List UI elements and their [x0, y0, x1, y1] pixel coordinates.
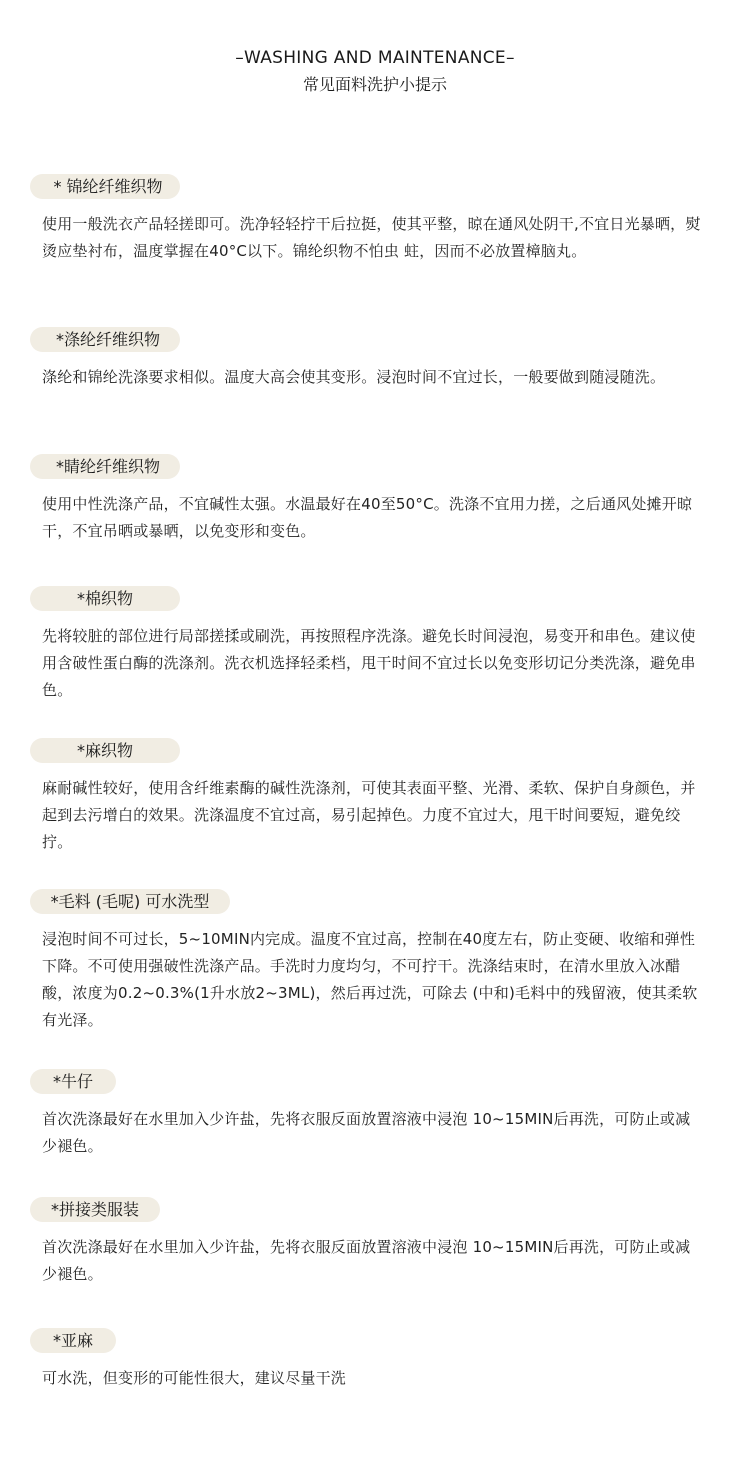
- page-title-cn: 常见面料洗护小提示: [302, 75, 447, 94]
- section-title: *亚麻: [30, 1328, 116, 1353]
- section-title: *睛纶纤维织物: [30, 454, 180, 479]
- section-text: 涤纶和锦纶洗涤要求相似。温度大高会使其变形。浸泡时间不宜过长，一般要做到随浸随洗。: [42, 368, 666, 386]
- section-text: 可水洗，但变形的可能性很大，建议尽量干洗: [42, 1369, 347, 1387]
- section-title: * 锦纶纤维织物: [30, 174, 180, 199]
- care-section-linen: [30, 1328, 710, 1392]
- section-title: *涤纶纤维织物: [30, 327, 180, 352]
- section-title: *棉织物: [30, 586, 180, 611]
- care-section-patchwork: [30, 1197, 710, 1288]
- section-title: *拼接类服装: [30, 1197, 160, 1222]
- section-text: 首次洗涤最好在水里加入少许盐，先将衣服反面放置溶液中浸泡 10~15MIN后再洗，可防止或减少褪色。: [42, 1110, 691, 1155]
- section-text: 麻耐碱性较好，使用含纤维素酶的碱性洗涤剂，可使其表面平整、光滑、柔软、保护自身颜色，并起到去污增白的效果。洗涤温度不宜过高，易引起掉色。力度不宜过大，甩干时间要短，避免绞拧。: [42, 779, 696, 851]
- care-section-nylon: [30, 174, 710, 265]
- section-text: 浸泡时间不可过长，5~10MIN内完成。温度不宜过高，控制在40度左右，防止变硬、收缩和弹性下降。不可使用强破性洗涤产品。手洗时力度均匀，不可拧干。洗涤结束时，在清水里放入冰醋酸，浓度为0.2~0.3%(1升水放2~3ML)，然后再过洗，可除去 (中和)毛料中的残留液，使其柔软有光泽。: [42, 930, 698, 1029]
- care-section-wool: [30, 889, 710, 1034]
- section-text: 使用中性洗涤产品，不宜碱性太强。水温最好在40至50°C。洗涤不宜用力搓，之后通风处摊开晾干，不宜吊晒或暴晒，以免变形和变色。: [42, 495, 693, 540]
- care-section-cotton: [30, 586, 710, 704]
- section-title: *麻织物: [30, 738, 180, 763]
- care-section-acrylic: [30, 454, 710, 545]
- care-section-polyester: [30, 327, 710, 391]
- section-title: *牛仔: [30, 1069, 116, 1094]
- section-text: 首次洗涤最好在水里加入少许盐，先将衣服反面放置溶液中浸泡 10~15MIN后再洗，可防止或减少褪色。: [42, 1238, 691, 1283]
- section-text: 先将较脏的部位进行局部搓揉或刷洗，再按照程序洗涤。避免长时间浸泡，易变开和串色。建议使用含破性蛋白酶的洗涤剂。洗衣机选择轻柔档，甩干时间不宜过长以免变形切记分类洗涤，避免串色。: [42, 627, 696, 699]
- care-section-hemp: [30, 738, 710, 856]
- care-section-denim: [30, 1069, 710, 1160]
- page-title-en: –WASHING AND MAINTENANCE–: [235, 48, 515, 68]
- section-text: 使用一般洗衣产品轻搓即可。洗净轻轻拧干后拉挺，使其平整，晾在通风处阴干,不宜日光暴晒，熨烫应垫衬布，温度掌握在40°C以下。锦纶织物不怕虫 蛀，因而不必放置樟脑丸。: [42, 215, 701, 260]
- page-header: [0, 46, 750, 98]
- section-title: *毛料 (毛呢) 可水洗型: [30, 889, 230, 914]
